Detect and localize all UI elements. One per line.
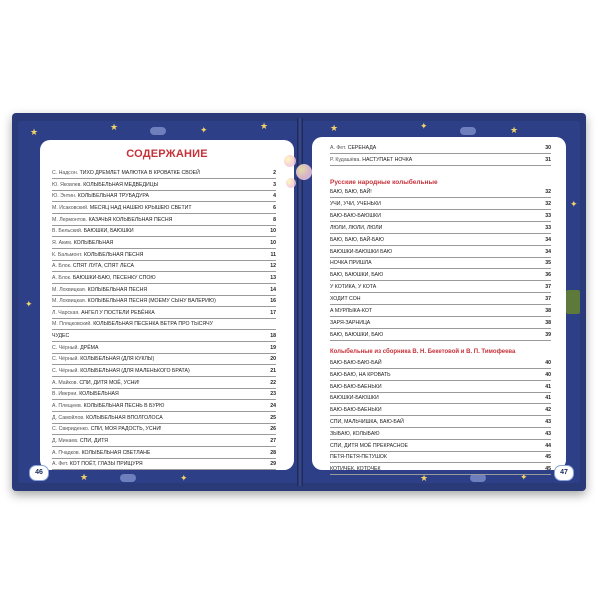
toc-entry (330, 189, 372, 195)
toc-page-number: 21 (270, 368, 276, 375)
toc-title: КОЛЫБЕЛЬНАЯ (ДЛЯ МАЛЕНЬКОГО БРАТА) (80, 368, 190, 375)
toc-entry (52, 380, 140, 386)
toc-entry (52, 415, 163, 421)
toc-row (52, 273, 276, 284)
toc-page-number: 25 (270, 414, 276, 421)
toc-page-number: 4 (273, 193, 276, 200)
toc-author: Ю. Яковлев. (52, 181, 82, 188)
toc-entry (52, 450, 150, 456)
toc-row (52, 180, 276, 191)
star-icon: ★ (80, 472, 89, 482)
toc-title: БАЮШКИ-БАЮШКИ (330, 395, 379, 402)
toc-entry (330, 225, 382, 231)
toc-page-number: 31 (545, 157, 551, 163)
toc-title: БАЮ-БАЮ, НА КРОВАТЬ (330, 371, 391, 378)
toc-row (52, 319, 276, 330)
toc-page-number: 26 (270, 426, 276, 433)
toc-row (52, 250, 276, 261)
toc-title: ХОДИТ СОН (330, 296, 361, 303)
toc-entry (330, 372, 391, 378)
page-number-right: 47 (554, 465, 574, 481)
toc-row (52, 331, 276, 342)
toc-author: М. Лермонтов. (52, 216, 88, 223)
toc-author: Я. Аким. (52, 239, 73, 246)
toc-row (330, 429, 551, 440)
toc-entry (52, 403, 164, 409)
toc-page-number: 20 (270, 356, 276, 363)
toc-entry (330, 272, 383, 278)
toc-page-number: 22 (270, 379, 276, 386)
toc-row (330, 155, 551, 166)
toc-author: С. Свириденко. (52, 426, 90, 433)
toc-entry (52, 217, 172, 223)
toc-entry (330, 308, 372, 314)
toc-title: МЕСЯЦ НАД НАШЕЮ КРЫШЕЮ СВЕТИТ (89, 204, 192, 211)
toc-row (330, 358, 551, 369)
toc-author: М. Пляцковский. (52, 321, 92, 328)
toc-page-number: 10 (270, 228, 276, 235)
star-icon: ★ (510, 125, 519, 135)
toc-page-number: 44 (545, 442, 551, 449)
toc-author: М. Исаковский. (52, 204, 89, 211)
toc-title: КОТИЧЕК, КОТОЧЕК (330, 466, 381, 473)
toc-entry (330, 260, 372, 266)
toc-row (52, 389, 276, 400)
toc-title: КОЛЫБЕЛЬНАЯ (ДЛЯ КУКЛЫ) (80, 356, 155, 363)
star-icon: ✦ (25, 299, 33, 309)
toc-page-number: 41 (545, 395, 551, 402)
toc-page-number: 38 (545, 319, 551, 326)
toc-row (330, 382, 551, 393)
toc-title: БАЮ, БАЮШКИ, БАЮ (330, 272, 384, 279)
toc-page-number: 35 (545, 260, 551, 267)
toc-entry (330, 201, 381, 207)
toc-page-number: 39 (545, 331, 551, 338)
toc-entry (330, 249, 392, 255)
toc-row (52, 424, 276, 435)
toc-entry (52, 287, 147, 293)
toc-entry (330, 145, 376, 151)
toc-entry (52, 321, 213, 327)
toc-title: НОЧКА ПРИШЛА (330, 260, 372, 267)
toc-page-number: 10 (270, 239, 276, 246)
star-icon: ★ (330, 123, 339, 133)
toc-row (330, 452, 551, 463)
toc-title: БАЮ, БАЮШКИ, БАЮ (330, 331, 384, 338)
toc-entry (52, 345, 98, 351)
toc-row (330, 393, 551, 404)
toc-page-number: 32 (545, 200, 551, 207)
toc-entry (52, 333, 69, 339)
toc-row (330, 143, 551, 154)
toc-entry (330, 443, 408, 449)
toc-entry (52, 275, 156, 281)
toc-row (52, 448, 276, 459)
toc-title: КОЛЫБЕЛЬНАЯ (79, 391, 119, 398)
toc-page-number: 17 (270, 309, 276, 316)
toc-page-number: 24 (270, 403, 276, 409)
toc-title: БАЮ-БАЮ-БАЕНЬКИ (330, 383, 382, 390)
toc-title: БАЮ, БАЮ, БАЙ-БАЮ (330, 236, 384, 243)
toc-row (52, 436, 276, 447)
toc-entry (330, 454, 387, 460)
toc-page-number: 8 (273, 216, 276, 223)
toc-page-number: 29 (270, 461, 276, 468)
toc-title: У КОТИКА, У КОТА (330, 284, 377, 291)
toc-entry (52, 240, 113, 246)
toc-author: Л. Чарская. (52, 309, 80, 316)
star-icon: ★ (110, 122, 119, 132)
toc-row (330, 417, 551, 428)
toc-title: КАЗАЧЬЯ КОЛЫБЕЛЬНАЯ ПЕСНЯ (88, 216, 173, 223)
toc-entry (330, 384, 382, 390)
toc-page-number: 6 (273, 204, 276, 211)
toc-author: А. Фет. (52, 461, 69, 468)
toc-title: ЗАРЯ-ЗАРНИЦА (330, 319, 371, 326)
star-icon: ★ (420, 473, 429, 483)
toc-entry (52, 193, 149, 199)
toc-row (330, 306, 551, 317)
toc-row (52, 226, 276, 237)
toc-title: СПИ, МОЯ РАДОСТЬ, УСНИ! (90, 426, 162, 433)
toc-entry (330, 360, 382, 366)
toc-page-number: 30 (545, 145, 551, 151)
toc-author: А. Плещеев. (52, 403, 83, 409)
toc-title: ЗЫБАЮ, КОЛЫБАЮ (330, 430, 380, 437)
toc-row (52, 261, 276, 272)
section-title-collection: Колыбельные из сборника В. Н. Бекетовой и В. П. Тимофеева (330, 349, 516, 355)
toc-row (330, 223, 551, 234)
toc-row (52, 459, 276, 470)
toc-row (52, 203, 276, 214)
toc-row (330, 405, 551, 416)
toc-row (52, 378, 276, 389)
toc-author: С. Чёрный. (52, 356, 79, 363)
toc-title: КОЛЫБЕЛЬНАЯ ПЕСНЯ (83, 251, 144, 258)
toc-row (330, 318, 551, 329)
toc-author: В. Бельский. (52, 228, 83, 235)
toc-title: КОЛЫБЕЛЬНАЯ ПЕСЕНКА ВЕТРА ПРО ТЫСЯЧУ (93, 321, 213, 328)
toc-title: БАЮШКИ-БАЮШКИ БАЮ (330, 248, 393, 255)
toc-title: КОЛЫБЕЛЬНАЯ СВЕТЛАНЕ (81, 449, 151, 456)
toc-title: КОЛЫБЕЛЬНАЯ ВПОЛГОЛОСА (86, 414, 163, 421)
toc-page-number: 43 (545, 419, 551, 425)
toc-row (330, 464, 551, 475)
toc-page-number: 42 (545, 407, 551, 414)
toc-title: БАЮ-БАЮ-БАЮ-БАЙ (330, 360, 382, 366)
toc-row (52, 354, 276, 365)
toc-row (330, 270, 551, 281)
toc-page-number: 23 (270, 391, 276, 398)
toc-page-number: 12 (270, 263, 276, 270)
toc-author: А. Майков. (52, 379, 78, 386)
toc-title: БАЮ, БАЮ, БАЙ! (330, 189, 372, 195)
toc-page-number: 38 (545, 308, 551, 314)
toc-author: Ю. Энтин. (52, 193, 77, 200)
toc-author: В. Иверни. (52, 391, 78, 398)
toc-title: СПИ, ДИТЯ МОЁ ПРЕКРАСНОЕ (330, 442, 408, 449)
toc-row (52, 191, 276, 202)
toc-title: КОЛЫБЕЛЬНАЯ МЕДВЕДИЦЫ (83, 181, 159, 188)
toc-page-number: 41 (545, 383, 551, 390)
star-icon: ✦ (570, 199, 578, 209)
star-icon: ✦ (520, 472, 528, 482)
toc-title: КОЛЫБЕЛЬНАЯ (73, 239, 114, 246)
toc-page-number: 16 (270, 298, 276, 305)
toc-title: ПЕТЯ-ПЕТЯ-ПЕТУШОК (330, 454, 387, 461)
toc-entry (330, 466, 381, 472)
star-icon: ★ (260, 121, 269, 131)
star-icon: ✦ (180, 473, 188, 483)
toc-title: АНГЕЛ У ПОСТЕЛИ РЕБЁНКА (81, 309, 155, 316)
cloud-decoration (460, 127, 476, 135)
toc-author: К. Бальмонт. (52, 251, 83, 258)
toc-author: Д. Минаев. (52, 437, 79, 444)
toc-page-number: 14 (270, 286, 276, 293)
toc-row (330, 282, 551, 293)
toc-entry (330, 237, 384, 243)
toc-entry (330, 157, 412, 163)
toc-page-number: 40 (545, 360, 551, 366)
toc-row (52, 401, 276, 412)
toc-entry (52, 170, 200, 176)
toc-title: БАЮШКИ, БАЮШКИ (83, 228, 134, 235)
section-title-folk: Русские народные колыбельные (330, 179, 438, 186)
toc-author: А. Пчадков. (52, 449, 81, 456)
toc-title: СПЯТ ЛУГА, СПЯТ ЛЕСА (72, 263, 134, 270)
toc-title: А МУРЛЫКА-КОТ (330, 308, 373, 314)
toc-row (330, 199, 551, 210)
toc-title: КОЛЫБЕЛЬНАЯ ПЕСНЯ (87, 286, 148, 293)
star-icon: ✦ (420, 121, 428, 131)
toc-row (52, 296, 276, 307)
toc-row (330, 235, 551, 246)
toc-page-number: 36 (545, 272, 551, 279)
toc-page-number: 34 (545, 236, 551, 243)
toc-title: НАСТУПАЕТ НОЧКА (362, 157, 413, 163)
toc-row (330, 294, 551, 305)
toc-page-number: 19 (270, 344, 276, 351)
cloud-decoration (150, 127, 166, 135)
toc-entry (330, 419, 404, 425)
toc-entry (52, 438, 108, 444)
toc-entry (330, 332, 383, 338)
toc-page-number: 43 (545, 430, 551, 437)
toc-page-number: 28 (270, 449, 276, 456)
toc-entry (52, 228, 134, 234)
toc-row (330, 258, 551, 269)
toc-title: УЧИ, УЧИ, УЧЕНЬКИ (330, 200, 381, 207)
toc-author: М. Лохвицкая. (52, 298, 87, 305)
toc-row (52, 215, 276, 226)
toc-title: КОЛЫБЕЛЬНАЯ ПЕСНЯ (МОЕМУ СЫНУ ВАЛЕРИЮ) (87, 298, 216, 305)
toc-author: М. Лохвицкая. (52, 286, 87, 293)
toc-page-number: 13 (270, 274, 276, 281)
toc-entry (330, 431, 380, 437)
page-number-left: 46 (29, 465, 49, 481)
toc-entry (52, 356, 154, 362)
toc-entry (330, 213, 381, 219)
toc-row (52, 168, 276, 179)
toc-page-number: 45 (545, 454, 551, 461)
toc-entry (330, 296, 360, 302)
toc-row (52, 238, 276, 249)
toc-author: С. Чёрный. (52, 368, 79, 375)
toc-row (330, 187, 551, 198)
toc-row (52, 308, 276, 319)
toc-page-number: 11 (270, 251, 276, 258)
toc-title: КОТ ПОЁТ, ГЛАЗЫ ПРИЩУРЯ (69, 461, 143, 468)
toc-entry (52, 182, 158, 188)
toc-row (52, 413, 276, 424)
toc-title: КОЛЫБЕЛЬНАЯ ПЕСНЬ В БУРЮ (83, 403, 165, 409)
toc-title: СПИ, ДИТЯ (79, 437, 109, 444)
toc-page-number: 33 (545, 212, 551, 219)
toc-page-number: 45 (545, 466, 551, 473)
toc-author: С. Надсон. (52, 170, 79, 176)
toc-page-number: 18 (270, 333, 276, 340)
toc-entry (52, 298, 216, 304)
toc-row (330, 441, 551, 452)
star-icon: ★ (30, 127, 39, 137)
toc-entry (52, 426, 162, 432)
toc-entry (330, 284, 376, 290)
cloud-decoration (470, 474, 486, 482)
toc-entry (330, 395, 379, 401)
toc-row (330, 330, 551, 341)
toc-row (330, 247, 551, 258)
toc-row (330, 211, 551, 222)
toc-title: ЧУДЕС (52, 333, 70, 340)
page-edge-illustration (566, 290, 580, 314)
toc-page-number: 40 (545, 371, 551, 378)
toc-page-number: 37 (545, 284, 551, 291)
toc-row (52, 285, 276, 296)
toc-entry (52, 263, 134, 269)
toc-entry (52, 391, 119, 397)
toc-page-number: 3 (273, 181, 276, 188)
toc-row (330, 370, 551, 381)
toc-title: ТИХО ДРЕМЛЕТ МАЛЮТКА В КРОВАТКЕ СВОЕЙ (79, 170, 200, 176)
star-icon: ✦ (200, 125, 208, 135)
toc-title: СЕРЕНАДА (347, 145, 377, 151)
toc-page-number: 2 (273, 170, 276, 176)
toc-title: БАЮ-БАЮ-БАЕНЬКИ (330, 407, 382, 414)
toc-page-number: 27 (270, 437, 276, 444)
toc-entry (330, 320, 370, 326)
cloud-decoration (120, 474, 136, 482)
toc-author: С. Чёрный. (52, 344, 79, 351)
toc-author: А. Фет. (330, 145, 347, 151)
page-title: СОДЕРЖАНИЕ (126, 148, 208, 160)
toc-entry (52, 368, 190, 374)
toc-title: КОЛЫБЕЛЬНАЯ ТРУБАДУРА (77, 193, 149, 200)
toc-row (52, 366, 276, 377)
toc-author: Р. Кудашёва. (330, 157, 361, 163)
toc-page-number: 37 (545, 296, 551, 303)
toc-page-number: 34 (545, 248, 551, 255)
toc-entry (52, 252, 143, 258)
toc-title: ДРЁМА (80, 344, 99, 351)
toc-author: А. Блок. (52, 274, 72, 281)
toc-entry (52, 205, 192, 211)
toc-row (52, 343, 276, 354)
toc-title: БАЮ-БАЮ-БАЮШКИ (330, 212, 381, 219)
toc-title: БАЮШКИ-БАЮ, ПЕСЕНКУ СПОЮ (72, 274, 156, 281)
toc-title: СПИ, ДИТЯ МОЁ, УСНИ! (79, 379, 140, 386)
toc-entry (52, 310, 155, 316)
toc-title: СПИ, МАЛЬЧИШКА, БАЮ-БАЙ (330, 419, 404, 425)
toc-title: ЛЮЛИ, ЛЮЛИ, ЛЮЛИ (330, 224, 383, 231)
toc-author: Д. Самойлов. (52, 414, 85, 421)
toc-author: А. Блок. (52, 263, 72, 270)
toc-entry (330, 407, 382, 413)
toc-page-number: 33 (545, 224, 551, 231)
toc-page-number: 32 (545, 189, 551, 195)
toc-entry (52, 461, 143, 467)
